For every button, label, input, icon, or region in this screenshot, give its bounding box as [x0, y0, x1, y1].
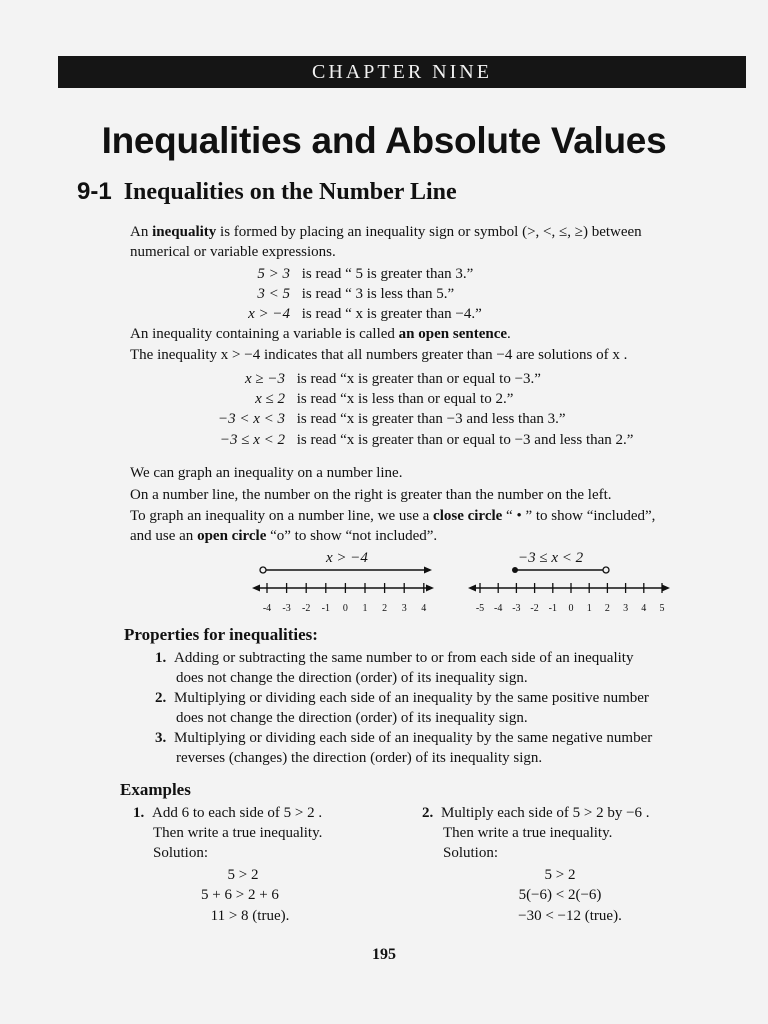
number-line-1 [250, 560, 440, 620]
property-text: Adding or subtracting the same number to or from each side of an inequality [174, 650, 634, 666]
step-text: 11 > 8 (true). [210, 908, 290, 924]
property-number: 1. [155, 650, 167, 666]
term-open-circle: open circle [197, 528, 267, 544]
term-inequality: inequality [152, 224, 217, 240]
step-text: 5(−6) < 2(−6) [518, 887, 602, 903]
arrow-left-icon [468, 585, 476, 592]
inequality-line: The inequality x > −4 indicates that all numbers greater than −4 are solutions of x . [130, 347, 628, 363]
number-line-1-label: x > −4 [326, 550, 368, 566]
property-item [155, 728, 652, 748]
step-text: −30 < −12 (true). [518, 908, 622, 924]
tick-label: 1 [586, 603, 592, 614]
section-heading [77, 178, 457, 206]
tick-label: 2 [382, 603, 388, 614]
example-solution-label: Solution: [443, 845, 499, 861]
open-circle-marker [603, 567, 609, 573]
tick-label: 2 [604, 603, 610, 614]
tick-label: -2 [302, 603, 311, 614]
text-span: An [130, 224, 153, 240]
reading-row [160, 264, 473, 284]
tick-label: -1 [321, 603, 330, 614]
reading-expr: −3 < x < 3 [217, 411, 285, 427]
reading-expr: x ≥ −3 [244, 371, 285, 387]
solution-step [450, 885, 670, 905]
page-number: 195 [372, 946, 396, 963]
property-text-cont: reverses (changes) the direction (order) of its inequality sign. [176, 750, 543, 766]
reading-text: is read “x is greater than or equal to −3.” [296, 371, 541, 387]
property-number: 3. [155, 730, 167, 746]
reading-row [160, 284, 454, 304]
property-item [155, 648, 633, 668]
text-span: An inequality containing a variable is called [130, 326, 399, 342]
text-span: “o” to show “not included”. [266, 528, 438, 544]
property-text: Multiplying or dividing each side of an inequality by the same positive number [174, 690, 649, 706]
graph-text-3 [130, 506, 655, 526]
example-number: 2. [422, 805, 434, 821]
number-line-2 [466, 560, 676, 620]
solution-step [450, 906, 690, 926]
reading-text: is read “x is greater than −3 and less than 3.” [296, 411, 566, 427]
tick-label: 0 [568, 603, 574, 614]
reading-text: is read “x is less than or equal to 2.” [296, 391, 514, 407]
reading-expr: x > −4 [248, 306, 290, 322]
tick-label: 0 [342, 603, 348, 614]
properties-heading: Properties for inequalities: [124, 625, 318, 644]
solution-step [450, 865, 670, 885]
tick-label: -4 [494, 603, 503, 614]
section-title: Inequalities on the Number Line [123, 179, 457, 205]
example-text-cont: Then write a true inequality. [153, 825, 323, 841]
tick-label: 3 [401, 603, 407, 614]
text-span: and use an [130, 528, 198, 544]
chapter-banner: CHAPTER NINE [58, 56, 746, 88]
property-item [155, 688, 649, 708]
text-span: “ • ” to show “included”, [502, 508, 656, 524]
reading-expr: −3 ≤ x < 2 [219, 432, 285, 448]
reading-row [155, 409, 566, 429]
reading-expr: x ≤ 2 [255, 391, 285, 407]
tick-label: -5 [475, 603, 485, 614]
text-span: To graph an inequality on a number line, we use a [130, 508, 434, 524]
intro-line-2: numerical or variable expressions. [130, 244, 336, 260]
tick-label: 5 [659, 603, 665, 614]
example-text: Add 6 to each side of 5 > 2 . [152, 805, 323, 821]
step-text: 5 > 2 [544, 867, 576, 883]
property-text: Multiplying or dividing each side of an inequality by the same negative number [174, 730, 653, 746]
solution-step [130, 885, 350, 905]
examples-heading: Examples [120, 780, 191, 799]
tick-label: -1 [548, 603, 557, 614]
tick-label: 3 [623, 603, 629, 614]
graph-text-1: We can graph an inequality on a number line. [130, 465, 403, 481]
property-number: 2. [155, 690, 167, 706]
reading-row [160, 304, 482, 324]
example-solution-label: Solution: [153, 845, 209, 861]
intro-line-1 [130, 222, 642, 242]
page-title: Inequalities and Absolute Values [101, 120, 667, 161]
solution-step [130, 865, 350, 885]
text-span: . [507, 326, 511, 342]
example-text-cont: Then write a true inequality. [443, 825, 613, 841]
tick-label: 1 [362, 603, 368, 614]
graph-text-2: On a number line, the number on the right is greater than the number on the left. [130, 487, 612, 503]
graph-text-4 [130, 526, 437, 546]
example-item [133, 803, 322, 823]
reading-expr: 3 < 5 [257, 286, 290, 302]
reading-row [155, 369, 541, 389]
example-text: Multiply each side of 5 > 2 by −6 . [441, 805, 650, 821]
reading-text: is read “x is greater than or equal to −3 and less than 2.” [296, 432, 634, 448]
solution-step [130, 906, 370, 926]
reading-text: is read “ x is greater than −4.” [301, 306, 482, 322]
tick-label: 4 [641, 603, 647, 614]
open-sentence-line [130, 324, 511, 344]
example-item [422, 803, 650, 823]
arrow-right-icon [424, 567, 432, 574]
text-span: is formed by placing an inequality sign or symbol (>, <, ≤, ≥) between [216, 224, 642, 240]
tick-label: -4 [262, 603, 272, 614]
arrow-right-icon [426, 585, 434, 592]
example-number: 1. [133, 805, 145, 821]
tick-label: -3 [282, 603, 291, 614]
step-text: 5 + 6 > 2 + 6 [201, 887, 279, 903]
property-text-cont: does not change the direction (order) of its inequality sign. [176, 710, 528, 726]
reading-row [155, 430, 633, 450]
reading-expr: 5 > 3 [257, 266, 290, 282]
number-line-2-label: −3 ≤ x < 2 [518, 550, 584, 566]
reading-text: is read “ 5 is greater than 3.” [301, 266, 474, 282]
open-circle-marker [260, 567, 266, 573]
section-number: 9-1 [77, 178, 112, 205]
arrow-left-icon [252, 585, 260, 592]
reading-row [155, 389, 513, 409]
property-text-cont: does not change the direction (order) of its inequality sign. [176, 670, 528, 686]
tick-label: -2 [530, 603, 539, 614]
tick-label: -3 [512, 603, 521, 614]
reading-text: is read “ 3 is less than 5.” [301, 286, 455, 302]
term-open-sentence: an open sentence [398, 326, 508, 342]
tick-label: 4 [421, 603, 427, 614]
step-text: 5 > 2 [227, 867, 259, 883]
arrow-right-icon [662, 585, 670, 592]
term-close-circle: close circle [433, 508, 503, 524]
